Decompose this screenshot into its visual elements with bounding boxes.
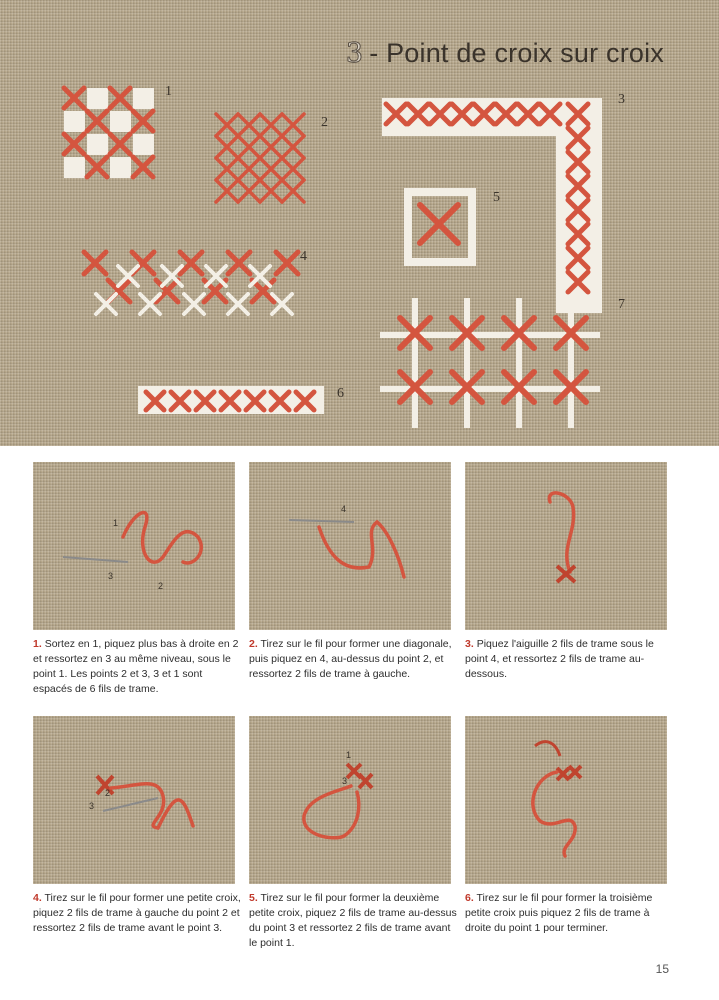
white-frame <box>404 188 476 196</box>
white-cross-stitch <box>250 266 270 286</box>
red-lattice-stitch <box>216 136 238 158</box>
white-grid-line <box>412 298 418 428</box>
white-frame <box>468 188 476 266</box>
step-photo-4 <box>33 716 235 884</box>
red-cross-stitch <box>110 88 130 108</box>
sample-label-2: 2 <box>321 115 328 130</box>
step4-mark-3: 3 <box>89 801 95 811</box>
step-photo-3 <box>465 462 667 630</box>
step-number: 3. <box>465 638 474 650</box>
step-text: Tirez sur le fil pour former une petite croix, piquez 2 fils de trame à gauche du point 2 et ressortez 2 fils de trame avant le point 3. <box>33 892 241 934</box>
red-lattice-stitch <box>260 114 282 136</box>
white-stitch-block <box>87 88 108 109</box>
red-lattice-stitch <box>238 114 260 136</box>
step-text: Piquez l'aiguille 2 fils de trame sous le point 4, et ressortez 2 fils de trame au-dessous. <box>465 638 654 680</box>
step-text: Tirez sur le fil pour former une diagonale, puis piquez en 4, au-dessus du point 2, et ressortez 2 fils de trame à gauche. <box>249 638 452 680</box>
white-cross-stitch <box>184 294 204 314</box>
step1-mark-3: 3 <box>108 571 114 581</box>
step-number: 1. <box>33 638 42 650</box>
red-lattice-stitch <box>238 158 260 180</box>
red-cross-stitch <box>228 252 250 274</box>
section-number: 3 <box>345 38 364 69</box>
sample-label-4: 4 <box>300 249 307 264</box>
red-cross-stitch <box>133 157 153 177</box>
white-frame <box>404 258 476 266</box>
white-stitch-block <box>133 88 154 109</box>
white-stitch-block <box>64 111 85 132</box>
white-stitch-block <box>64 157 85 178</box>
step-caption-2 <box>249 637 459 682</box>
red-lattice-stitch <box>282 136 304 158</box>
red-cross-stitch <box>87 157 107 177</box>
red-cross-stitch <box>64 88 84 108</box>
step1-mark-1: 1 <box>113 518 119 528</box>
sample-label-3: 3 <box>618 92 625 107</box>
step5-mark-3: 3 <box>342 776 348 786</box>
sample-label-7: 7 <box>618 297 625 312</box>
white-cross-stitch <box>96 294 116 314</box>
white-stitch-block <box>110 111 131 132</box>
step-text: Tirez sur le fil pour former la deuxième petite croix, piquez 2 fils de trame au-dessus du point 3 et ressortez 2 fils de trame avant le point 1. <box>249 892 457 949</box>
step-photo-5 <box>249 716 451 884</box>
step-number: 5. <box>249 892 258 904</box>
step-caption-6 <box>465 891 665 936</box>
red-cross-stitch <box>180 252 202 274</box>
white-frame <box>404 188 412 266</box>
step-number: 4. <box>33 892 42 904</box>
step-caption-4 <box>33 891 243 936</box>
sample-label-5: 5 <box>493 190 500 205</box>
red-lattice-stitch <box>260 136 282 158</box>
red-lattice-stitch <box>216 158 238 180</box>
step5-mark-1: 1 <box>346 750 352 760</box>
red-lattice-stitch <box>282 158 304 180</box>
red-large-cross <box>420 205 458 243</box>
red-lattice-stitch <box>216 180 238 202</box>
step-text: Tirez sur le fil pour former la troisième petite croix puis piquez 2 fils de trame à droite du point 1 pour terminer. <box>465 892 653 934</box>
red-cross-stitch <box>133 111 153 131</box>
red-cross-stitch <box>87 111 107 131</box>
red-lattice-stitch <box>238 180 260 202</box>
white-grid-line <box>516 298 522 428</box>
sample-label-1: 1 <box>165 84 172 99</box>
red-lattice-stitch <box>238 136 260 158</box>
step1-mark-2: 2 <box>158 581 164 591</box>
step-caption-1 <box>33 637 243 697</box>
step-photo-6 <box>465 716 667 884</box>
white-stitch-block <box>87 134 108 155</box>
white-stitch-block <box>133 134 154 155</box>
step-number: 2. <box>249 638 258 650</box>
red-cross-stitch <box>276 252 298 274</box>
white-cross-stitch <box>206 266 226 286</box>
red-lattice-stitch <box>216 114 238 136</box>
sampler-photo <box>0 0 719 446</box>
step-caption-5 <box>249 891 459 951</box>
step-photo-2 <box>249 462 451 630</box>
step-caption-3 <box>465 637 665 682</box>
red-cross-stitch <box>64 134 84 154</box>
red-cross-stitch <box>84 252 106 274</box>
embroidery-samples <box>0 0 719 446</box>
white-cross-stitch <box>228 294 248 314</box>
red-lattice-stitch <box>260 180 282 202</box>
white-grid-line <box>568 298 574 428</box>
section-title: - Point de croix sur croix <box>369 38 664 68</box>
red-lattice-stitch <box>260 158 282 180</box>
sample-label-6: 6 <box>337 386 344 401</box>
white-stitch-block <box>110 157 131 178</box>
page-number: 15 <box>655 962 669 976</box>
step-text: Sortez en 1, piquez plus bas à droite en 2 et ressortez en 3 au même niveau, sous le point 1. Les points 2 et 3, 3 et 1 sont espacés de 6 fils de trame. <box>33 638 239 695</box>
red-lattice-stitch <box>282 180 304 202</box>
step4-mark-2: 2 <box>105 788 111 798</box>
step2-mark-4: 4 <box>341 504 347 514</box>
red-cross-stitch <box>110 134 130 154</box>
step-number: 6. <box>465 892 474 904</box>
red-lattice-stitch <box>282 114 304 136</box>
white-grid-line <box>464 298 470 428</box>
step-photo-1 <box>33 462 235 630</box>
